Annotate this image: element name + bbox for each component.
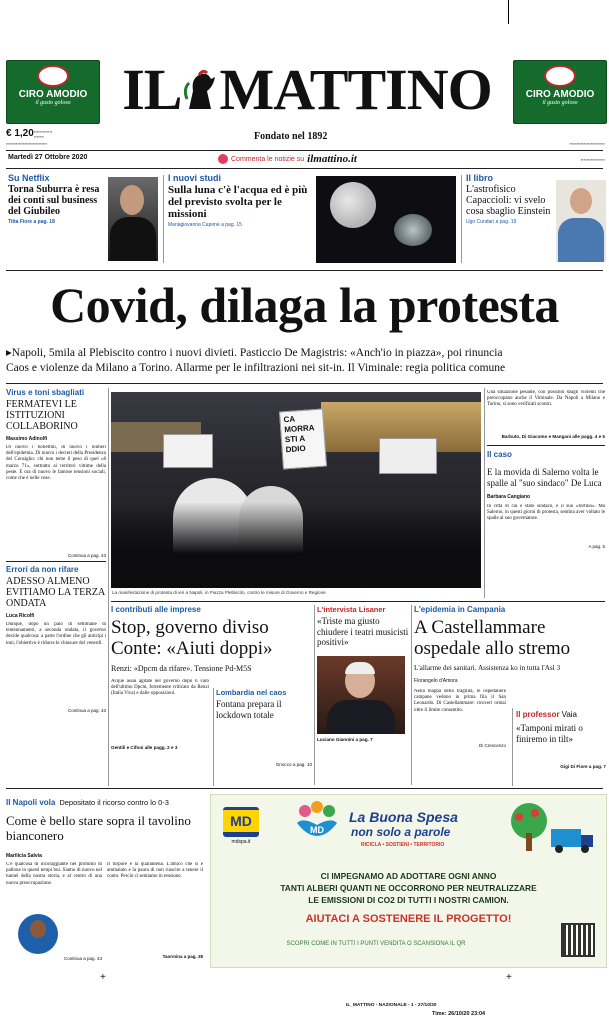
ad-logo-icon bbox=[37, 65, 69, 87]
sport-col-left bbox=[6, 862, 102, 961]
sport-col-right bbox=[107, 862, 203, 961]
left-cont-2: Continua a pag. 43 bbox=[67, 708, 106, 713]
sport-kicker-line bbox=[6, 792, 204, 810]
left-body-2: Dunque, dopo un paio di settimane di tentennamenti, a seconda ondata, il governo decide qualcosa: a parte l'ordine che gli anticipi i toni, l'obiettivo è ridurre le chiusure del venerdì. bbox=[6, 622, 106, 646]
right-column bbox=[487, 390, 605, 600]
interview-kicker: L'intervista Lisaner bbox=[317, 605, 386, 614]
ad-line-3: LE EMISSIONI DI CO2 DI TUTTI I NOSTRI CAMION. bbox=[308, 895, 509, 905]
masthead-title-left: IL bbox=[122, 57, 182, 122]
ad-title-2: non solo a parole bbox=[351, 825, 451, 839]
right-divider bbox=[484, 388, 485, 598]
teaser-book[interactable] bbox=[466, 173, 558, 265]
masthead-title-right: MATTINO bbox=[219, 57, 492, 122]
main-subheadline-2: Caos e violenze da Milano a Torino. Allarme per le infiltrazioni nei sit-in. Il Viminale: regia politica comune bbox=[6, 362, 506, 374]
middle-title[interactable]: Stop, governo diviso Conte: «Aiuti doppi» bbox=[111, 617, 273, 659]
ad-footer: SCOPRI COME IN TUTTI I PUNTI VENDITA O SCANSIONA IL QR bbox=[286, 941, 466, 947]
comment-icon bbox=[218, 154, 228, 164]
ad-logo-icon bbox=[544, 65, 576, 87]
sport-kicker-sub: Depositato il ricorso contro lo 0-3 bbox=[59, 798, 169, 807]
face-shape bbox=[30, 920, 46, 938]
vaia-kicker bbox=[516, 710, 606, 719]
campania-author: Fiorangelo d'Amora bbox=[414, 678, 458, 684]
teaser-divider bbox=[163, 175, 164, 263]
footer-edition: IL_MATTINO - NAZIONALE - 1 - 27/10/20 bbox=[346, 1003, 437, 1008]
campania-kicker: L'epidemia in Campania bbox=[414, 605, 506, 614]
interview-box bbox=[317, 605, 409, 785]
body-shape bbox=[558, 218, 604, 262]
sport-story bbox=[6, 792, 204, 980]
left-author-2: Luca Ricolfi bbox=[6, 613, 35, 619]
ad-line-2: TANTI ALBERI QUANTI NE OCCORRONO PER NEUTRALIZZARE bbox=[280, 883, 537, 893]
lombardia-story bbox=[216, 688, 312, 784]
footer-time: Time: 26/10/20 23:04 bbox=[432, 1011, 486, 1017]
interview-divider bbox=[314, 605, 315, 785]
crop-mark-bottom-right: + bbox=[506, 972, 512, 983]
edition-info: ▪▪▪▪▪▪▪▪▪▪▪▪▪▪▪▪▪ bbox=[580, 157, 605, 162]
vaia-story bbox=[516, 710, 606, 786]
ad-slogan: il gusto goloso bbox=[35, 100, 71, 106]
founded: Fondato nel 1892 bbox=[254, 131, 328, 142]
ad-ciro-amodio-left[interactable] bbox=[6, 60, 100, 124]
sport-body: C'è qualcosa di incoraggiante nel profumo di pallone in questi tempi bui. Siamo di nuovo nel tunnel della nostra storia, e al centro di una nuova preoccupazione. bbox=[6, 862, 102, 886]
vaia-title[interactable]: «Tamponi mirati o finiremo in tilt» bbox=[516, 723, 583, 744]
right-kicker-2: Il caso bbox=[487, 450, 512, 459]
main-headline[interactable]: Covid, dilaga la protesta bbox=[50, 277, 559, 333]
face-shape bbox=[570, 188, 592, 214]
left-title-1[interactable]: FERMATEVI LE ISTITUZIONI COLLABORINO bbox=[6, 399, 78, 432]
teaser-author: Ugo Cundari a pag. 19 bbox=[466, 219, 517, 225]
postal-info: ▪▪▪▪▪▪▪▪▪▪▪▪▪▪▪▪▪▪▪▪▪▪▪▪▪▪▪▪▪ bbox=[6, 141, 48, 146]
ad-tags: RICICLA • SOSTIENI • TERRITORIO bbox=[361, 842, 445, 848]
teaser-moon[interactable] bbox=[168, 173, 316, 265]
sport-cont: Continua a pag. 43 bbox=[63, 956, 102, 961]
bottom-rule bbox=[6, 788, 603, 789]
teaser-photo-man bbox=[108, 177, 158, 261]
right-cont-2: A pag. 5 bbox=[588, 544, 605, 549]
right-info: ▪▪▪▪▪▪▪▪▪▪▪▪▪▪▪▪▪▪▪▪▪▪▪▪▪ bbox=[569, 141, 605, 146]
comment-promo[interactable] bbox=[218, 152, 357, 166]
middle-sub: Renzi: «Dpcm da rifare». Tensione Pd-M5S bbox=[111, 664, 252, 673]
left-kicker-2: Errori da non rifare bbox=[6, 565, 79, 574]
protest-sign-1 bbox=[163, 434, 213, 468]
teaser-text: Torna Suburra è resa dei conti sul business del Giubileo bbox=[8, 184, 100, 217]
md-heart-icon bbox=[291, 801, 343, 847]
sport-body-2: Il torpore e la quarantena. L'amico che si è ammalato e la paura di non riuscire a tenere il conto. Perciò ci sentiamo in tensione. bbox=[107, 862, 203, 880]
right-author-1: Barbuto, Di Giacomo e Mangani alle pagg. 4 e 5 bbox=[501, 434, 605, 439]
body-shape bbox=[110, 217, 156, 261]
ad-line-1: CI IMPEGNAMO AD ADOTTARE OGNI ANNO bbox=[320, 871, 497, 881]
promo-text: Commenta le notizie su bbox=[231, 155, 305, 163]
left-rule bbox=[6, 561, 106, 562]
lombardia-title[interactable]: Fontana prepara il lockdown totale bbox=[216, 699, 282, 720]
crop-mark-bottom-left: + bbox=[100, 972, 106, 983]
ad-title: La Buona Spesa bbox=[349, 809, 458, 825]
teaser-photo-moon bbox=[316, 176, 456, 263]
price-info-lines: ▪▪▪▪▪▪▪▪▪▪▪▪▪ ▪▪▪▪▪▪▪ bbox=[34, 129, 53, 139]
teaser-photo-scientist bbox=[556, 180, 606, 262]
teaser-netflix[interactable] bbox=[8, 173, 108, 265]
sport-player-photo bbox=[18, 914, 58, 954]
teaser-kicker: I nuovi studi bbox=[168, 173, 221, 183]
vaia-kicker-name: Vaia bbox=[561, 710, 577, 719]
left-body-1: Di nuovo i bollettini, di nuovo i numeri dell'epidemia. Di nuovo i decreti della Presidenza del Consiglio: chi non teme il peso di quel «8 marzo 71», sottratto ai territori vittime della peste. E ora di nuovo le famose tensioni sociali, come che è nelle cose. bbox=[6, 445, 106, 482]
left-column bbox=[6, 388, 106, 786]
campania-body: Nella mappa della fragilità, le ospedaliere campane vedono in prima fila il San Leonardo. Di Castellammare: ricoveri ormai oltre il limite consentito. bbox=[414, 689, 506, 713]
headline-rule bbox=[6, 383, 603, 384]
campania-sub: L'allarme dei sanitari. Assistenza ko in tutta l'Asl 3 bbox=[414, 664, 561, 672]
campania-cont: Di Crescenzo bbox=[478, 743, 506, 748]
md-advertisement[interactable] bbox=[210, 794, 607, 968]
md-site: mdspa.it bbox=[231, 839, 251, 845]
sport-title[interactable]: Come è bello stare sopra il tavolino bianconero bbox=[6, 813, 191, 843]
middle-divider bbox=[213, 688, 214, 786]
ad-name: CIRO AMODIO bbox=[18, 89, 88, 100]
teaser-rule bbox=[6, 270, 603, 271]
middle-author: Gentili e Cifoni alle pagg. 2 e 3 bbox=[111, 745, 178, 750]
teaser-author: Mariagiovanna Capone a pag. 15 bbox=[168, 222, 242, 228]
right-author-2: Barbara Cangiano bbox=[487, 494, 531, 500]
middle-kicker: I contributi alle imprese bbox=[111, 605, 201, 614]
crop-mark-top bbox=[508, 0, 509, 24]
campania-divider bbox=[411, 605, 412, 785]
main-subheadline-1 bbox=[6, 346, 606, 360]
face-shape bbox=[120, 185, 144, 215]
lombardia-author: Gnocco a pag. 10 bbox=[275, 762, 312, 767]
teaser-divider bbox=[461, 175, 462, 263]
subheadline-text: Napoli, 5mila al Plebiscito contro i nuovi divieti. Pasticcio De Magistris: «Anch'io in piazza», poi rinuncia bbox=[11, 347, 503, 359]
svg-text:MD: MD bbox=[310, 825, 324, 835]
protest-sign-text: CA MORRA STI A DDIO bbox=[283, 414, 315, 455]
crowd-shape bbox=[111, 502, 481, 588]
right-title-2[interactable]: E la movida di Salerno volta le spalle al "suo sindaco" De Luca bbox=[487, 467, 602, 488]
md-logo-text: MD bbox=[223, 810, 259, 832]
teaser-text: Sulla luna c'è l'acqua ed è più del previsto svolta per le missioni bbox=[168, 184, 308, 220]
campania-title[interactable]: A Castellammare ospedale allo stremo bbox=[414, 617, 571, 659]
middle-body: Acque assai agitate nel governo dopo il varo dell'ultimo Dpcm, fortemente criticato da Renzi (Italia Viva) e dalle opposizioni. bbox=[111, 679, 209, 697]
sport-kicker: Il Napoli vola bbox=[6, 798, 56, 807]
masthead-title[interactable] bbox=[108, 56, 506, 124]
teaser-author: Titta Fiore a pag. 18 bbox=[8, 219, 55, 225]
md-logo bbox=[223, 807, 259, 837]
left-divider bbox=[108, 388, 109, 786]
teaser-kicker: Su Netflix bbox=[8, 173, 50, 183]
teaser-kicker: Il libro bbox=[466, 173, 493, 183]
vaia-kicker-label: Il professor bbox=[516, 710, 560, 719]
qr-code-icon[interactable] bbox=[561, 923, 595, 957]
body-shape bbox=[327, 700, 395, 734]
hair-shape bbox=[345, 662, 375, 674]
ad-name: CIRO AMODIO bbox=[525, 89, 595, 100]
sport-columns bbox=[6, 862, 204, 961]
photo-caption: La manifestazione di protesta di ieri a Napoli, in Piazza Plebiscito, contro le misure di Governo e Regione bbox=[112, 590, 326, 595]
vaia-author: Gigi Di Fiore a pag. 7 bbox=[560, 764, 606, 769]
tree-truck-icon bbox=[501, 801, 597, 857]
ad-ciro-amodio-right[interactable] bbox=[513, 60, 607, 124]
protest-sign-3 bbox=[379, 438, 437, 474]
left-author-1: Massimo Adinolfi bbox=[6, 436, 48, 442]
ad-cta[interactable]: AIUTACI A SOSTENERE IL PROGETTO! bbox=[305, 913, 512, 925]
left-kicker-1: Virus e toni sbagliati bbox=[6, 388, 85, 397]
left-cont-1: Continua a pag. 43 bbox=[67, 553, 106, 558]
left-title-2[interactable]: ADESSO ALMENO EVITIAMO LA TERZA ONDATA bbox=[6, 576, 105, 609]
sample-shape bbox=[394, 214, 432, 246]
issue-date: Martedì 27 Ottobre 2020 bbox=[8, 154, 88, 161]
promo-site[interactable]: ilmattino.it bbox=[307, 153, 357, 165]
mid-rule bbox=[111, 601, 605, 602]
rooster-icon bbox=[181, 60, 219, 104]
ad-slogan: il gusto goloso bbox=[542, 100, 578, 106]
sport-author: Marilicia Salvia bbox=[6, 853, 42, 859]
interview-author: Luciano Giannini a pag. 7 bbox=[317, 736, 373, 742]
masthead-rule bbox=[6, 150, 603, 151]
lombardia-kicker: Lombardia nel caos bbox=[216, 688, 287, 697]
moon-shape bbox=[330, 182, 376, 228]
main-photo-protest bbox=[111, 392, 481, 588]
right-body-1: Una situazione pesante, con possibili sbagli violenti che preoccupano anche il Viminale. Da Napoli a Milano e Torino, si sono verificati scontri. bbox=[487, 390, 605, 408]
date-rule bbox=[6, 168, 603, 169]
vaia-divider bbox=[512, 708, 513, 786]
protest-sign-2 bbox=[279, 409, 327, 470]
interview-title[interactable]: «Triste ma giusto chiudere i teatri musicisti positivi» bbox=[317, 616, 409, 647]
right-body-2: In città di cui è stato sindaco, e il suo «fortino». Ma Salerno, in questi giorni di protesta, sembra aver voltato le spalle al suo governatore. bbox=[487, 504, 605, 522]
interview-photo bbox=[317, 656, 405, 734]
right-rule bbox=[487, 445, 605, 446]
bullet-icon: ▸ bbox=[6, 347, 12, 359]
sport-cont-2: Taormina a pag. 38 bbox=[162, 954, 203, 959]
teaser-text: L'astrofisico Capaccioli: vi svelo cosa sbaglio Einstein bbox=[466, 184, 551, 217]
price: € 1,20 bbox=[6, 128, 34, 139]
